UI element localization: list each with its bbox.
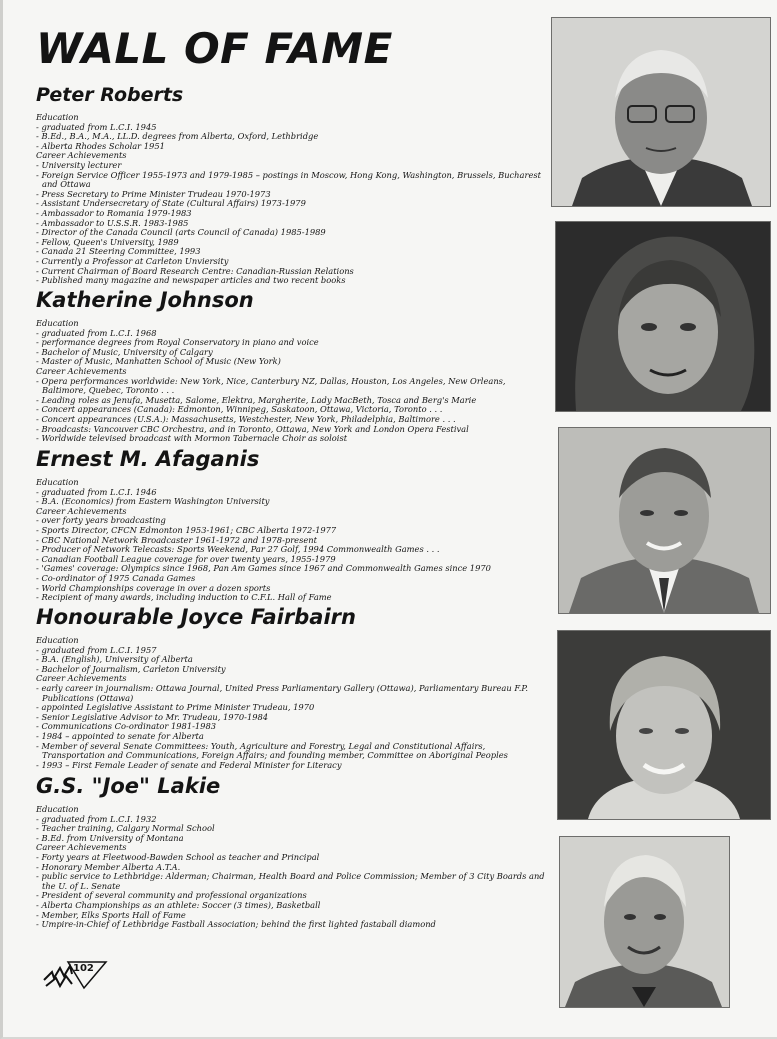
education-list <box>36 488 546 507</box>
list-item: - Communications Co-ordinator 1981-1983 <box>36 722 546 732</box>
career-list <box>36 853 546 930</box>
list-item: - Canadian Football League coverage for over twenty years, 1955-1979 <box>36 555 546 565</box>
entry-katherine-johnson <box>36 290 546 444</box>
portrait-peter-roberts <box>551 17 771 207</box>
list-item: - public service to Lethbridge: Alderman; Chairman, Health Board and Police Commission; Member of 3 City Boards and the U. of L. Senate <box>36 872 546 891</box>
list-item: - Broadcasts: Vancouver CBC Orchestra, and in Toronto, Ottawa, New York and London Opera Festival <box>36 425 546 435</box>
list-item: - Concert appearances (Canada): Edmonton, Winnipeg, Saskatoon, Ottawa, Victoria, Toronto . . . <box>36 405 546 415</box>
list-item: - Alberta Rhodes Scholar 1951 <box>36 142 546 152</box>
list-item: - Leading roles as Jenufa, Musetta, Salome, Elektra, Margherite, Lady MacBeth, Tosca and Berg's Marie <box>36 396 546 406</box>
education-list <box>36 815 546 844</box>
entry-name: Katherine Johnson <box>36 288 254 312</box>
list-item: - World Championships coverage in over a dozen sports <box>36 584 546 594</box>
portrait-image <box>558 631 770 819</box>
list-item: - Sports Director, CFCN Edmonton 1953-1961; CBC Alberta 1972-1977 <box>36 526 546 536</box>
list-item: - Fellow, Queen's University, 1989 <box>36 238 546 248</box>
list-item: - Honorary Member Alberta A.T.A. <box>36 863 546 873</box>
career-label: Career Achievements <box>36 150 127 161</box>
list-item: - graduated from L.C.I. 1946 <box>36 488 546 498</box>
list-item: - 1984 – appointed to senate for Alberta <box>36 732 546 742</box>
entry-joe-lakie <box>36 776 546 930</box>
career-list <box>36 516 546 602</box>
entry-name: Peter Roberts <box>36 84 184 106</box>
list-item: - B.Ed. from University of Montana <box>36 834 546 844</box>
education-label: Education <box>36 635 79 645</box>
list-item: - Press Secretary to Prime Minister Trudeau 1970-1973 <box>36 190 546 200</box>
career-label: Career Achievements <box>36 505 127 516</box>
list-item: - Forty years at Fleetwood-Bawden School as teacher and Principal <box>36 853 546 863</box>
list-item: - Ambassador to U.S.S.R. 1983-1985 <box>36 219 546 229</box>
career-label: Career Achievements <box>36 842 127 853</box>
entry-ernest-afaganis <box>36 449 546 603</box>
education-label: Education <box>36 804 79 814</box>
page-title: WALL OF FAME <box>36 24 393 73</box>
list-item: - Member, Elks Sports Hall of Fame <box>36 911 546 921</box>
list-item: - Assistant Undersecretary of State (Cultural Affairs) 1973-1979 <box>36 199 546 209</box>
education-label: Education <box>36 477 79 487</box>
list-item: - Co-ordinator of 1975 Canada Games <box>36 574 546 584</box>
education-list <box>36 646 546 675</box>
list-item: - Director of the Canada Council (arts Council of Canada) 1985-1989 <box>36 228 546 238</box>
entry-name: Honourable Joyce Fairbairn <box>36 605 356 629</box>
portrait-joe-lakie <box>559 836 730 1008</box>
list-item: - Bachelor of Journalism, Carleton University <box>36 665 546 675</box>
career-list <box>36 161 546 286</box>
entry-name: Ernest M. Afaganis <box>36 447 260 471</box>
list-item: - University lecturer <box>36 161 546 171</box>
career-label: Career Achievements <box>36 365 127 376</box>
list-item: - B.A. (Economics) from Eastern Washington University <box>36 497 546 507</box>
list-item: - Alberta Championships as an athlete: Soccer (3 times), Basketball <box>36 901 546 911</box>
list-item: - CBC National Network Broadcaster 1961-1972 and 1978-present <box>36 536 546 546</box>
list-item: - graduated from L.C.I. 1957 <box>36 646 546 656</box>
portrait-image <box>556 222 770 411</box>
list-item: - 'Games' coverage: Olympics since 1968, Pan Am Games since 1967 and Commonwealth Games since 1970 <box>36 564 546 574</box>
list-item: - Foreign Service Officer 1955-1973 and 1979-1985 – postings in Moscow, Hong Kong, Washington, Brussels, Bucharest and Ottawa <box>36 171 546 190</box>
education-list <box>36 329 546 367</box>
list-item: - Senior Legislative Advisor to Mr. Trudeau, 1970-1984 <box>36 713 546 723</box>
entry-name: G.S. "Joe" Lakie <box>36 774 221 798</box>
entry-peter-roberts <box>36 86 546 286</box>
list-item: - over forty years broadcasting <box>36 516 546 526</box>
list-item: - Canada 21 Steering Committee, 1993 <box>36 247 546 257</box>
list-item: - graduated from L.C.I. 1932 <box>36 815 546 825</box>
list-item: - Umpire-in-Chief of Lethbridge Fastball Association; behind the first lighted fastaball diamond <box>36 920 546 930</box>
list-item: - Recipient of many awards, including induction to C.F.L. Hall of Fame <box>36 593 546 603</box>
education-list <box>36 123 546 152</box>
list-item: - graduated from L.C.I. 1968 <box>36 329 546 339</box>
education-label: Education <box>36 112 79 122</box>
portrait-katherine-johnson <box>555 221 771 412</box>
list-item: - B.A. (English), University of Alberta <box>36 655 546 665</box>
career-list <box>36 684 546 770</box>
list-item: - Published many magazine and newspaper articles and two recent books <box>36 276 546 286</box>
portrait-image <box>559 428 770 613</box>
list-item: - Member of several Senate Committees: Youth, Agriculture and Forestry, Legal and Constitutional Affairs, Transportation and Communications, Foreign Affairs; and founding member, Committee on Aboriginal Peoples <box>36 742 546 761</box>
page-number: 102 <box>73 963 94 974</box>
list-item: - 1993 – First Female Leader of senate and Federal Minister for Literacy <box>36 761 546 771</box>
list-item: - graduated from L.C.I. 1945 <box>36 123 546 133</box>
entry-joyce-fairbairn <box>36 607 546 770</box>
list-item: - President of several community and professional organizations <box>36 891 546 901</box>
list-item: - performance degrees from Royal Conservatory in piano and voice <box>36 338 546 348</box>
portrait-image <box>560 837 729 1007</box>
list-item: - Producer of Network Telecasts: Sports Weekend, Par 27 Golf, 1994 Commonwealth Games . . . <box>36 545 546 555</box>
list-item: - early career in journalism: Ottawa Journal, United Press Parliamentary Gallery (Ottawa), Parliamentary Bureau F.P. Publications (Ottawa) <box>36 684 546 703</box>
portrait-ernest-afaganis <box>558 427 771 614</box>
list-item: - Teacher training, Calgary Normal School <box>36 824 546 834</box>
list-item: - Master of Music, Manhatten School of Music (New York) <box>36 357 546 367</box>
career-label: Career Achievements <box>36 673 127 684</box>
list-item: - Worldwide televised broadcast with Mormon Tabernacle Choir as soloist <box>36 434 546 444</box>
list-item: - Ambassador to Romania 1979-1983 <box>36 209 546 219</box>
list-item: - Current Chairman of Board Research Centre: Canadian-Russian Relations <box>36 267 546 277</box>
portrait-joyce-fairbairn <box>557 630 771 820</box>
portrait-image <box>552 18 770 206</box>
career-list <box>36 377 546 444</box>
list-item: - Bachelor of Music, University of Calgary <box>36 348 546 358</box>
list-item: - Concert appearances (U.S.A.): Massachusetts, Westchester, New York, Philadelphia, Baltimore . . . <box>36 415 546 425</box>
list-item: - appointed Legislative Assistant to Prime Minister Trudeau, 1970 <box>36 703 546 713</box>
list-item: - Currently a Professor at Carleton Unviersity <box>36 257 546 267</box>
list-item: - Opera performances worldwide: New York, Nice, Canterbury NZ, Dallas, Houston, Los Angeles, New Orleans, Baltimore, Quebec, Toronto . . . <box>36 377 546 396</box>
education-label: Education <box>36 318 79 328</box>
list-item: - B.Ed., B.A., M.A., LL.D. degrees from Alberta, Oxford, Lethbridge <box>36 132 546 142</box>
